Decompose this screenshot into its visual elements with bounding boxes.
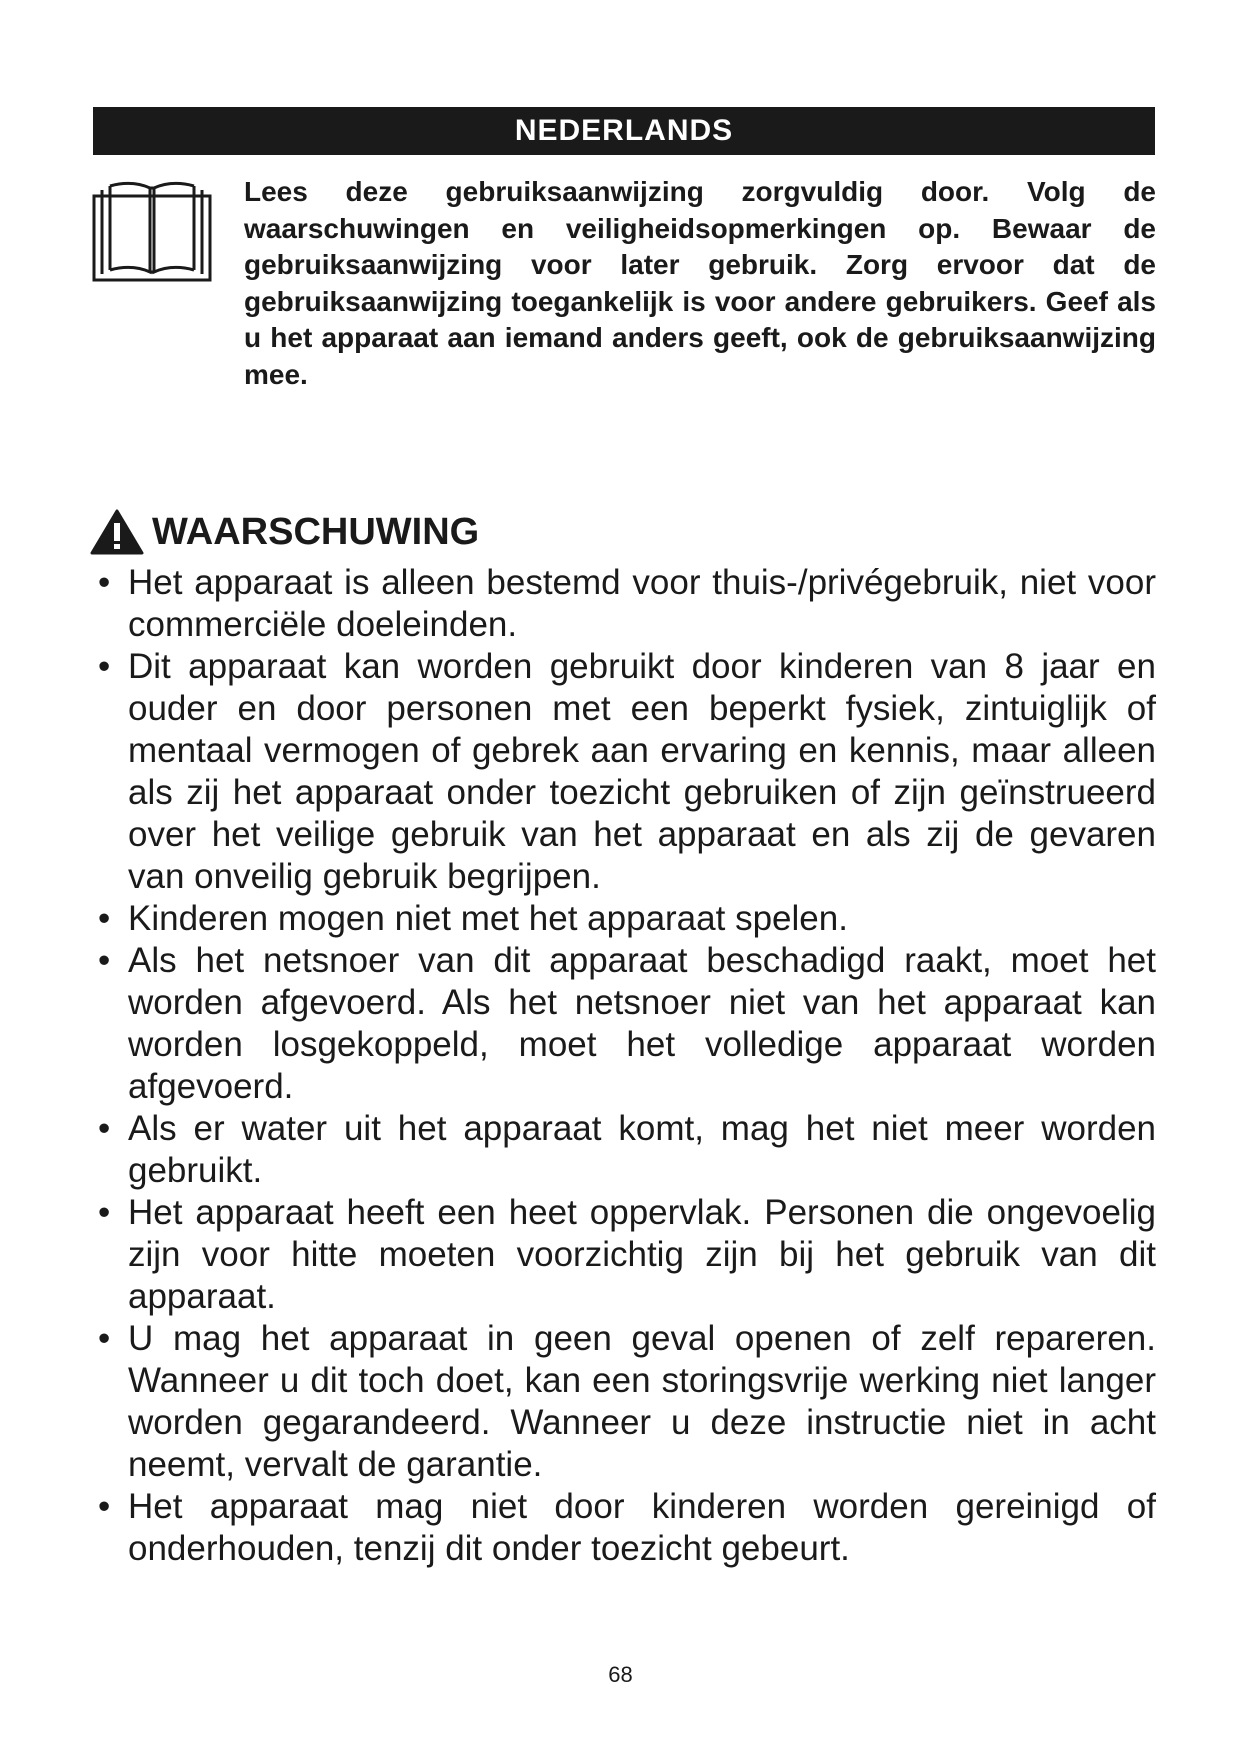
warning-triangle-icon [90,509,144,555]
list-item: • Het apparaat mag niet door kinderen worden gereinigd of onderhouden, tenzij dit onder toezicht gebeurt. [98,1487,1156,1568]
warning-heading [90,508,479,556]
language-label: NEDERLANDS [514,114,734,147]
page-number: 68 [608,1662,633,1687]
warning-title: WAARSCHUWING [152,510,480,553]
list-item: • Het apparaat heeft een heet oppervlak. Personen die ongevoelig zijn voor hitte moeten voorzichtig zijn bij het gebruik van dit apparaat. [98,1193,1156,1316]
language-header-bar [93,107,1155,155]
list-item: • Het apparaat is alleen bestemd voor thuis-/privégebruik, niet voor commerciële doeleinden. [98,563,1156,644]
list-item: • Als het netsnoer van dit apparaat beschadigd raakt, moet het worden afgevoerd. Als het netsnoer niet van het apparaat kan worden losgekoppeld, moet het volledige apparaat worden afgevoerd. [98,941,1156,1106]
list-item: • Als er water uit het apparaat komt, mag het niet meer worden gebruikt. [98,1109,1156,1190]
warning-list [98,562,1156,1570]
open-book-icon [92,178,212,282]
intro-text: Lees deze gebruiksaanwijzing zorgvuldig door. Volg de waarschuwingen en veiligheidsopmerkingen op. Bewaar de gebruiksaanwijzing voor later gebruik. Zorg ervoor dat de gebruiksaanwijzing toegankelijk is voor andere gebruikers. Geef als u het apparaat aan iemand anders geeft, ook de gebruiksaanwijzing mee. [244,176,1156,390]
list-item: • U mag het apparaat in geen geval openen of zelf repareren. Wanneer u dit toch doet, kan een storingsvrije werking niet langer worden gegarandeerd. Wanneer u deze instructie niet in acht neemt, vervalt de garantie. [98,1319,1156,1484]
list-item: • Dit apparaat kan worden gebruikt door kinderen van 8 jaar en ouder en door personen met een beperkt fysiek, zintuiglijk of mentaal vermogen of gebrek aan ervaring en kennis, maar alleen als zij het apparaat onder toezicht gebruiken of zijn geïnstrueerd over het veilige gebruik van het apparaat en als zij de gevaren van onveilig gebruik begrijpen. [98,647,1156,896]
list-item: • Kinderen mogen niet met het apparaat spelen. [98,899,848,938]
